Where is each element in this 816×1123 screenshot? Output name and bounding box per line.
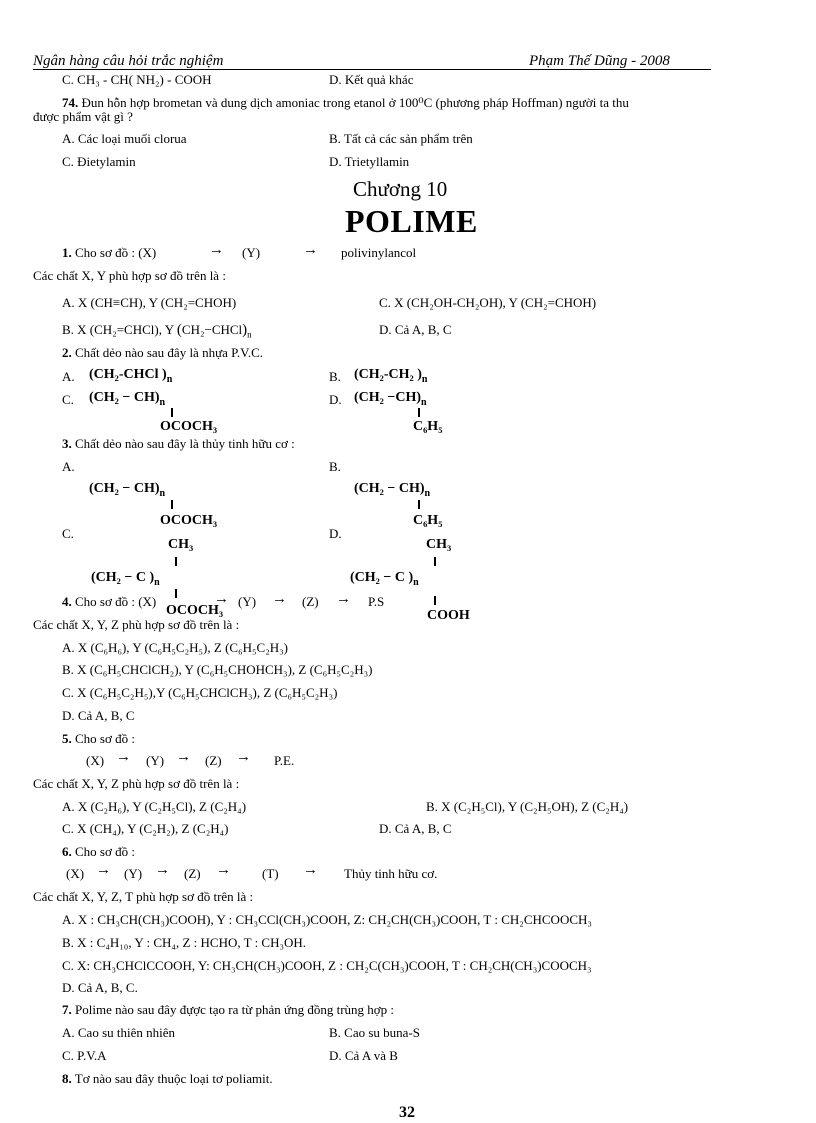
q74-option-b: B. Tất cả các sản phẩm trên <box>329 131 473 146</box>
q6-text: Cho sơ đồ : <box>75 844 135 859</box>
q3-option-d-label: D. <box>329 526 342 541</box>
subscript-n: n <box>413 576 419 588</box>
q1-option-d: D. Cả A, B, C <box>379 322 452 337</box>
q6-option-c: C. X: CH₃CHClCCOOH, Y: CH₃CH(CH₃)COOH, Z : CH₂C(CH₃)COOH, T : CH₂CH(CH₃)COOCH₃ <box>62 958 592 973</box>
q1-scheme <box>62 245 156 260</box>
q4-scheme <box>62 594 156 609</box>
arrow-icon: → <box>272 591 287 607</box>
q3-number: 3. <box>62 436 72 451</box>
bond-line <box>434 596 436 605</box>
q5-text: Cho sơ đồ : <box>75 731 135 746</box>
q74-option-c: C. Đietylamin <box>62 154 136 169</box>
q6-product: Thủy tinh hữu cơ. <box>344 866 438 881</box>
q3-formula-c <box>91 570 160 588</box>
bond-line <box>171 408 173 417</box>
q2-formula-c-sub: OCOCH₃ <box>160 419 218 434</box>
q6-x: (X) <box>66 866 85 881</box>
q1-number: 1. <box>62 245 72 260</box>
q6-z: (Z) <box>184 866 201 881</box>
arrow-icon: → <box>216 862 231 878</box>
q3-formula-b-sub: C₆H₅ <box>413 513 443 528</box>
q2-formula-b <box>354 367 427 385</box>
q3-formula-d-sub: COOH <box>427 608 470 623</box>
formula-text: (CH₂ − C ) <box>350 570 414 585</box>
formula-text: (CH₂-CHCl ) <box>89 367 167 382</box>
q2-option-d-label: D. <box>329 392 342 407</box>
subscript-n: n <box>159 396 166 408</box>
q4-option-a: A. X (C₆H₆), Y (C₆H₅C₂H₅), Z (C₆H₅C₂H₃) <box>62 640 288 655</box>
q6-question <box>62 844 135 859</box>
q74-option-a: A. Các loại muối clorua <box>62 131 187 146</box>
q4-y: (Y) <box>238 594 257 609</box>
q5-option-d: D. Cả A, B, C <box>379 821 452 836</box>
bond-line <box>175 557 177 566</box>
arrow-icon: → <box>303 242 318 258</box>
q6-option-b: B. X : C₄H₁₀, Y : CH₄, Z : HCHO, T : CH₃OH. <box>62 935 307 950</box>
formula-text: (CH₂ − CH) <box>89 481 160 496</box>
q4-option-b: B. X (C₆H₅CHClCH₂), Y (C₆H₅CHOHCH₃), Z (C₆H₅C₂H₃) <box>62 662 373 677</box>
q5-option-a: A. X (C₂H₆), Y (C₂H₅Cl), Z (C₂H₄) <box>62 799 247 814</box>
q5-x: (X) <box>86 753 105 768</box>
q5-option-c: C. X (CH₄), Y (C₂H₂), Z (C₂H₄) <box>62 821 229 836</box>
header-rule <box>33 69 711 70</box>
q2-formula-d <box>354 390 427 408</box>
formula-text: (CH₂ − C ) <box>91 570 155 585</box>
q3-option-a-label: A. <box>62 459 75 474</box>
q7-text: Polime nào sau đây đựợc tạo ra từ phản ứng đồng trùng hợp : <box>75 1002 395 1017</box>
subscript-n: n <box>166 373 173 385</box>
arrow-icon: → <box>336 591 351 607</box>
q6-option-a: A. X : CH₃CH(CH₃)COOH), Y : CH₃CCl(CH₃)COOH, Z: CH₂CH(CH₃)COOH, T : CH₂CHCOOCH₃ <box>62 912 592 927</box>
formula-text: (CH₂-CH₂ ) <box>354 367 422 382</box>
q74-option-d: D. Trietyllamin <box>329 154 410 169</box>
q3-formula-c-ch3: CH₃ <box>168 537 194 552</box>
arrow-icon: → <box>303 862 318 878</box>
subscript-n: n <box>159 487 166 499</box>
formula-text: (CH₂ − CH) <box>354 481 425 496</box>
arrow-icon: → <box>236 749 251 765</box>
q5-z: (Z) <box>205 753 222 768</box>
q5-option-b: B. X (C₂H₅Cl), Y (C₂H₅OH), Z (C₂H₄) <box>426 799 629 814</box>
header-right: Phạm Thế Dũng - 2008 <box>529 53 670 69</box>
q1-option-b <box>62 322 252 343</box>
q3-formula-c-sub: OCOCH₃ <box>166 603 224 618</box>
paren-icon: ( <box>176 322 182 338</box>
bond-line <box>434 557 436 566</box>
q1-product: polivinylancol <box>341 245 417 260</box>
q7-question <box>62 1002 394 1017</box>
q2-formula-c <box>89 390 165 408</box>
q1-text: Cho sơ đồ : (X) <box>75 245 157 260</box>
q4-text: Cho sơ đồ : (X) <box>75 594 157 609</box>
q3-text: Chất dẻo nào sau đây là thủy tinh hữu cơ : <box>75 436 295 451</box>
q7-option-a: A. Cao su thiên nhiên <box>62 1025 176 1040</box>
q5-question <box>62 731 135 746</box>
subscript-n: n <box>424 487 431 499</box>
q6-y: (Y) <box>124 866 143 881</box>
q6-option-d: D. Cả A, B, C. <box>62 980 138 995</box>
q3-formula-b <box>354 481 430 499</box>
bond-line <box>418 408 420 417</box>
formula-text: (CH₂ − CH) <box>89 390 160 405</box>
arrow-icon: → <box>176 749 191 765</box>
chapter-label: Chương 10 <box>353 177 448 201</box>
q8-text: Tơ nào sau đây thuộc loại tơ poliamit. <box>74 1071 273 1086</box>
q7-option-d: D. Cả A và B <box>329 1048 398 1063</box>
q74-line1 <box>62 95 629 110</box>
arrow-icon: → <box>116 749 131 765</box>
q2-question <box>62 345 263 360</box>
q7-number: 7. <box>62 1002 72 1017</box>
q4-stem: Các chất X, Y, Z phù hợp sơ đồ trên là : <box>33 617 240 632</box>
q7-option-c: C. P.V.A <box>62 1048 107 1063</box>
q3-formula-a <box>89 481 165 499</box>
q2-formula-a <box>89 367 172 385</box>
q74-text: Đun hỗn hợp brometan và dung dịch amoniac trong etanol ở 100⁰C (phương pháp Hoffman) người ta thu <box>78 95 629 110</box>
arrow-icon: → <box>155 862 170 878</box>
q1-y: (Y) <box>242 245 261 260</box>
q73-option-d: D. Kết quả khác <box>329 72 414 87</box>
q4-option-d: D. Cả A, B, C <box>62 708 135 723</box>
q5-product: P.E. <box>274 753 295 768</box>
chapter-title: POLIME <box>345 203 478 239</box>
arrow-icon: → <box>209 242 224 258</box>
header-left: Ngân hàng câu hỏi trắc nghiệm <box>33 53 224 69</box>
q8-number: 8. <box>62 1071 72 1086</box>
q3-question <box>62 436 295 451</box>
q74-number: 74. <box>62 95 79 110</box>
q3-option-c-label: C. <box>62 526 74 541</box>
bond-line <box>171 500 173 509</box>
page-number: 32 <box>399 1104 415 1121</box>
q74-line2: được phẩm vật gì ? <box>33 109 133 124</box>
subscript-n: n <box>421 396 427 408</box>
q5-stem: Các chất X, Y, Z phù hợp sơ đồ trên là : <box>33 776 240 791</box>
q3-formula-d <box>350 570 419 588</box>
bond-line <box>418 500 420 509</box>
q2-option-a-label: A. <box>62 369 75 384</box>
formula-text: (CH₂ −CH) <box>354 390 421 405</box>
q1-option-c: C. X (CH₂OH-CH₂OH), Y (CH₂=CHOH) <box>379 295 597 310</box>
q4-z: (Z) <box>302 594 319 609</box>
q6-number: 6. <box>62 844 72 859</box>
paren-icon: ) <box>242 322 248 338</box>
q1-option-b-prefix: B. X (CH₂=CHCl), Y <box>62 322 174 337</box>
q1-option-b-monomer: CH₂−CHCl <box>181 322 243 337</box>
q2-number: 2. <box>62 345 72 360</box>
subscript-n: n <box>154 576 160 588</box>
q2-text: Chất dẻo nào sau đây là nhựa P.V.C. <box>75 345 264 360</box>
q7-option-b: B. Cao su buna-S <box>329 1025 420 1040</box>
q6-stem: Các chất X, Y, Z, T phù hợp sơ đồ trên là : <box>33 889 254 904</box>
q1-option-a: A. X (CH≡CH), Y (CH₂=CHOH) <box>62 295 237 310</box>
q8-question <box>62 1071 273 1086</box>
q4-number: 4. <box>62 594 72 609</box>
q6-t: (T) <box>262 866 279 881</box>
q5-y: (Y) <box>146 753 165 768</box>
q3-option-b-label: B. <box>329 459 341 474</box>
q1-stem: Các chất X, Y phù hợp sơ đồ trên là : <box>33 268 226 283</box>
q4-option-c: C. X (C₆H₅C₂H₅),Y (C₆H₅CHClCH₃), Z (C₆H₅C₂H₃) <box>62 685 338 700</box>
q4-product: P.S <box>368 594 385 609</box>
q2-formula-d-sub: C₆H₅ <box>413 419 443 434</box>
q3-formula-d-ch3: CH₃ <box>426 537 452 552</box>
q5-number: 5. <box>62 731 72 746</box>
q2-option-b-label: B. <box>329 369 341 384</box>
q3-formula-a-sub: OCOCH₃ <box>160 513 218 528</box>
bond-line <box>175 589 177 598</box>
arrow-icon: → <box>214 591 229 607</box>
subscript-n: n <box>421 373 428 385</box>
arrow-icon: → <box>96 862 111 878</box>
q73-option-c: C. CH₃ - CH( NH₂) - COOH <box>62 72 212 87</box>
q2-option-c-label: C. <box>62 392 74 407</box>
subscript-n: n <box>247 329 252 340</box>
